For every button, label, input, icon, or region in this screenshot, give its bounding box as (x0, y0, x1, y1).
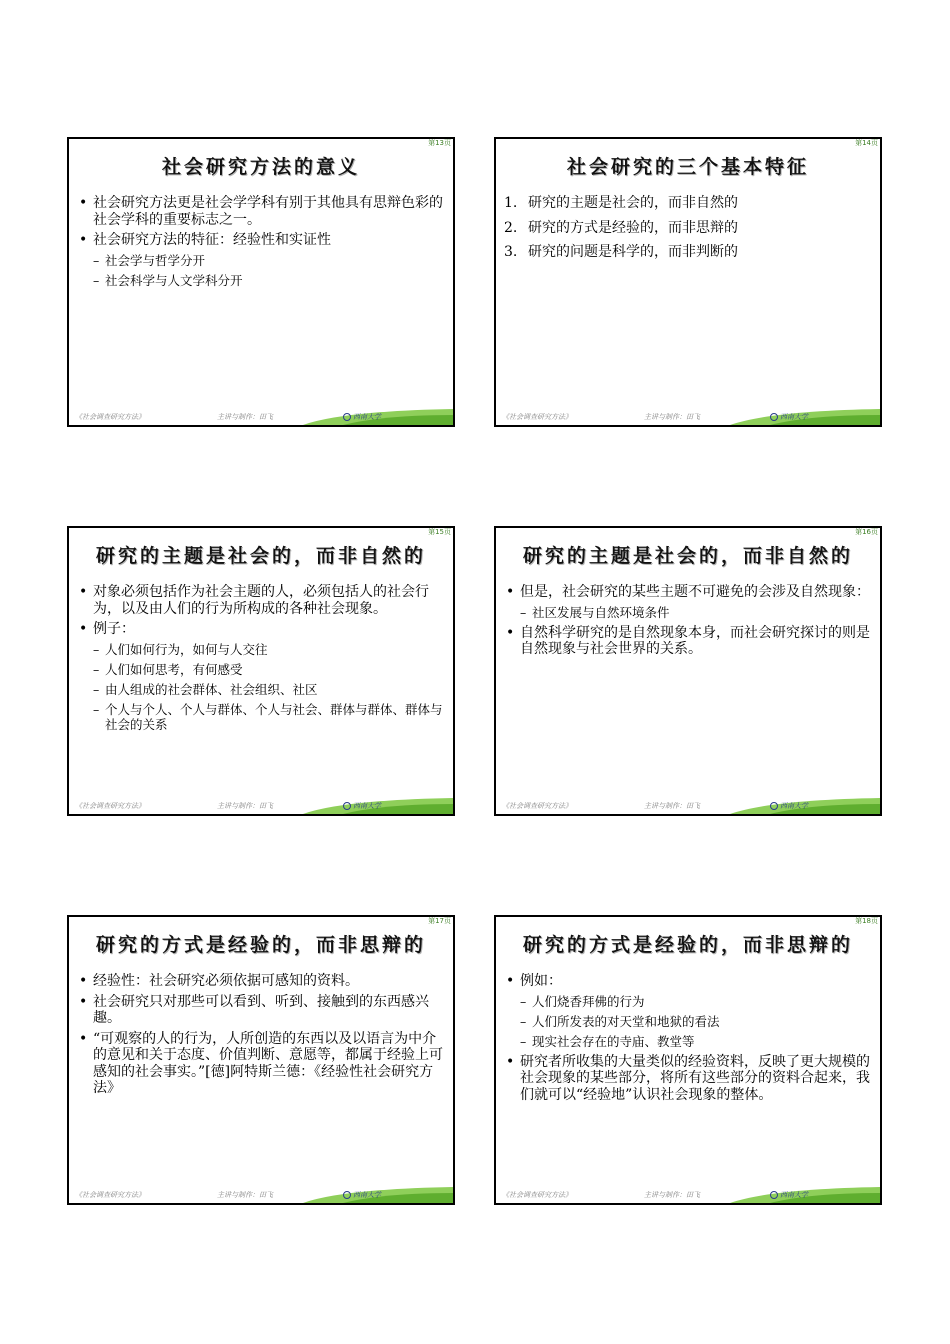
footer-course: 《社会调查研究方法》 (502, 1191, 572, 1199)
page-number: 第15页 (428, 528, 451, 536)
slide-footer (69, 1181, 453, 1203)
slide-15 (67, 526, 455, 816)
list-item: • 对象必须包括作为社会主题的人，必须包括人的社会行为，以及由人们的行为所构成的各种社会现象。 (79, 584, 429, 617)
slide-18 (494, 915, 882, 1205)
footer-course: 《社会调查研究方法》 (502, 802, 572, 810)
slide-body (77, 195, 443, 293)
school-logo: 西南大学 (770, 412, 808, 422)
page-number: 第14页 (855, 139, 878, 147)
sub-item: – 个人与个人、个人与群体、个人与社会、群体与群体、群体与社会的关系 (93, 701, 443, 732)
school-logo: 西南大学 (343, 412, 381, 422)
list-item: • 但是，社会研究的某些主题不可避免的会涉及自然现象： (506, 584, 870, 600)
school-emblem-icon (770, 1191, 778, 1199)
footer-author: 主讲与制作：田飞 (217, 802, 273, 810)
school-emblem-icon (770, 802, 778, 810)
list-item: • 自然科学研究的是自然现象本身，而社会研究探讨的则是自然现象与社会世界的关系。 (506, 624, 870, 657)
slide-title: 研究的方式是经验的，而非思辩的 (522, 934, 853, 956)
slide-footer (69, 792, 453, 814)
sub-item: – 由人组成的社会群体、社会组织、社区 (93, 681, 318, 697)
slide-title: 研究的方式是经验的，而非思辩的 (95, 934, 426, 956)
sub-item: – 人们所发表的对天堂和地狱的看法 (520, 1013, 720, 1029)
school-logo: 西南大学 (770, 1190, 808, 1200)
school-emblem-icon (343, 413, 351, 421)
slide-body (77, 973, 443, 1101)
page-number: 第13页 (428, 139, 451, 147)
list-item: • 社会研究只对那些可以看到、听到、接触到的东西感兴趣。 (79, 993, 429, 1026)
school-emblem-icon (343, 802, 351, 810)
school-emblem-icon (343, 1191, 351, 1199)
slide-title: 社会研究方法的意义 (161, 156, 360, 178)
footer-course: 《社会调查研究方法》 (75, 802, 145, 810)
footer-author: 主讲与制作：田飞 (644, 413, 700, 421)
slide-footer (69, 403, 453, 425)
sub-item: – 社会科学与人文学科分开 (93, 272, 243, 288)
footer-author: 主讲与制作：田飞 (644, 802, 700, 810)
footer-author: 主讲与制作：田飞 (217, 413, 273, 421)
slide-footer (496, 1181, 880, 1203)
list-item: • 经验性：社会研究必须依据可感知的资料。 (79, 973, 359, 989)
sub-item: – 社会学与哲学分开 (93, 252, 206, 268)
school-logo: 西南大学 (770, 801, 808, 811)
sub-item: – 人们如何行为，如何与人交往 (93, 641, 268, 657)
school-emblem-icon (770, 413, 778, 421)
slide-title: 社会研究的三个基本特征 (566, 156, 809, 178)
sub-item: – 人们如何思考，有何感受 (93, 661, 243, 677)
sub-item: – 人们烧香拜佛的行为 (520, 993, 645, 1009)
page-number: 第18页 (855, 917, 878, 925)
sub-item: – 现实社会存在的寺庙、教堂等 (520, 1033, 695, 1049)
footer-author: 主讲与制作：田飞 (644, 1191, 700, 1199)
slide-title: 研究的主题是社会的，而非自然的 (95, 545, 426, 567)
sub-item: – 社区发展与自然环境条件 (520, 604, 670, 620)
slide-14 (494, 137, 882, 427)
list-item: • 社会研究方法的特征：经验性和实证性 (79, 232, 331, 248)
footer-course: 《社会调查研究方法》 (75, 413, 145, 421)
slide-16 (494, 526, 882, 816)
list-item: • 例如： (506, 973, 562, 989)
slide-13 (67, 137, 455, 427)
footer-course: 《社会调查研究方法》 (502, 413, 572, 421)
list-item: • 例子： (79, 621, 135, 637)
slide-body (504, 195, 870, 269)
slide-body (77, 584, 443, 737)
ordered-item: 3. 研究的问题是科学的，而非判断的 (504, 244, 738, 260)
list-item: • 社会研究方法更是社会学学科有别于其他具有思辩色彩的社会学科的重要标志之一。 (79, 195, 443, 228)
list-item: • 研究者所收集的大量类似的经验资料，反映了更大规模的社会现象的某些部分，将所有这些部分的资料合起来，我们就可以“经验地”认识社会现象的整体。 (506, 1053, 870, 1103)
slide-17 (67, 915, 455, 1205)
slide-footer (496, 792, 880, 814)
ordered-item: 1. 研究的主题是社会的，而非自然的 (504, 195, 738, 211)
page-number: 第16页 (855, 528, 878, 536)
school-logo: 西南大学 (343, 801, 381, 811)
slide-title: 研究的主题是社会的，而非自然的 (522, 545, 853, 567)
slide-body (504, 584, 870, 662)
page-number: 第17页 (428, 917, 451, 925)
ordered-item: 2. 研究的方式是经验的，而非思辩的 (504, 219, 738, 236)
footer-course: 《社会调查研究方法》 (75, 1191, 145, 1199)
slide-footer (496, 403, 880, 425)
list-item: • “可观察的人的行为，人所创造的东西以及以语言为中介的意见和关于态度、价值判断、意愿等，都属于经验上可感知的社会事实。”[德]阿特斯兰德：《经验性社会研究方法》 (79, 1030, 443, 1096)
school-logo: 西南大学 (343, 1190, 381, 1200)
footer-author: 主讲与制作：田飞 (217, 1191, 273, 1199)
slide-body (504, 973, 870, 1107)
